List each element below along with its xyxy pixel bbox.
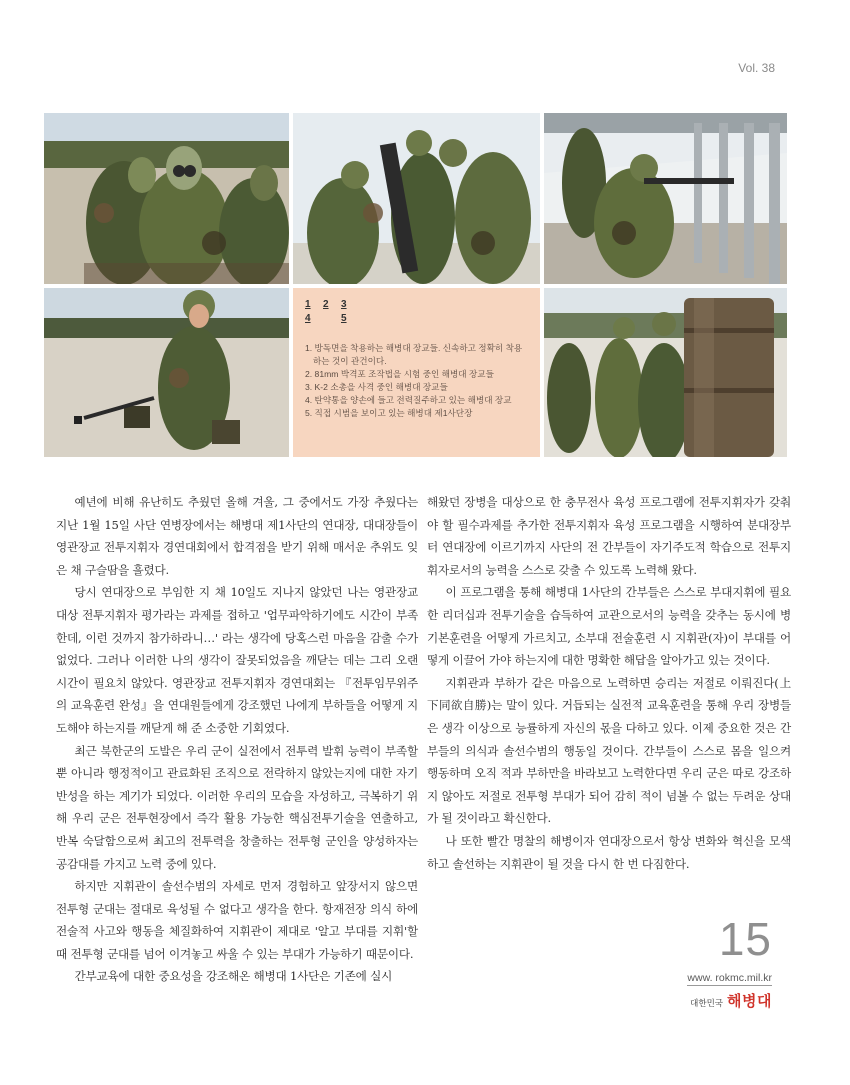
photo-1: [44, 113, 289, 284]
photo-3: [544, 113, 787, 284]
caption-index: [305, 298, 528, 326]
body-paragraph: 최근 북한군의 도발은 우리 군이 실전에서 전투력 발휘 능력이 부족할 뿐 아니라 행정적이고 관료화된 조직으로 전락하지 않았는지에 대한 자기반성을 하는 계기가 되었다. 이러한 우리의 모습을 자성하고, 극복하기 위해 우리 군은 전투현장에서 즉각 활용 가능한 핵심전투기술을 연출하고, 반복 숙달함으로써 최고의 전투력을 창출하는 전투형 군인을 양성하자는 공감대를 가지고 노력 중에 있다.: [56, 743, 418, 871]
caption-item: 3. K-2 소총을 사격 중인 해병대 장교들: [305, 382, 448, 392]
caption-num-3: 3: [341, 299, 347, 310]
volume-label: Vol. 38: [738, 61, 775, 75]
body-paragraph: 하지만 지휘관이 솔선수범의 자세로 먼저 경험하고 앞장서지 않으면 전투형 군대는 절대로 육성될 수 없다고 생각을 한다. 항재전장 의식 하에 전술적 사고와 행동을 체질화하여 지휘관이 제대로 '알고 부대를 지휘'할 때 전투형 군대를 넘어 이겨놓고 싸울 수 있는 부대가 가능하기 때문이다.: [56, 879, 418, 961]
caption-item: 2. 81mm 박격포 조작법을 시험 중인 해병대 장교들: [305, 369, 494, 379]
caption-num-1: 1: [305, 299, 311, 310]
caption-item: 1. 방독면을 착용하는 해병대 장교들. 신속하고 정확히 착용하는 것이 관건이다.: [305, 343, 523, 366]
page-number: 15: [718, 913, 772, 965]
caption-num-2: 2: [323, 299, 329, 310]
body-paragraph: 당시 연대장으로 부임한 지 채 10일도 지나지 않았던 나는 영관장교 대상 전투지휘자 평가라는 과제를 접하고 '업무파악하기에도 시간이 부족한데, 이런 것까지 참가하라니…' 라는 생각에 당혹스런 마음을 감출 수가 없었다. 그러나 이러한 나의 생각이 잘못되었음을 깨닫는 데는 그리 오랜 시간이 필요치 않았다. 영관장교 전투지휘자 경연대회는 『전투임무위주의 교육훈련 완성』을 연대원들에게 강조했던 나에게 부하들을 어떻게 지도해야 하는지를 깨닫게 해 준 소중한 기회였다.: [56, 585, 418, 735]
body-column-right: [427, 491, 791, 875]
body-paragraph: 예년에 비해 유난히도 추웠던 올해 겨울, 그 중에서도 가장 추웠다는 지난 1월 15일 사단 연병장에서는 해병대 제1사단의 연대장, 대대장들이 영관장교 전투지휘자 경연대회에서 합격점을 받기 위해 매서운 추위도 잊은 채 구슬땀을 흘렸다.: [56, 495, 418, 577]
body-paragraph: 지휘관과 부하가 같은 마음으로 노력하면 승리는 저절로 이뤄진다(上下同欲自勝)는 말이 있다. 거듭되는 실전적 교육훈련을 통해 우리 장병들은 생각 이상으로 능률하게 자신의 몫을 다하고 있다. 이제 중요한 것은 간부들의 의식과 솔선수범의 행동일 것이다. 간부들이 스스로 몸을 일으켜 행동하며 오직 적과 부하만을 바라보고 노력한다면 우리 군은 따로 강조하지 않아도 저절로 전투형 부대가 되어 감히 적이 넘볼 수 없는 두려운 상대가 될 것이라고 확신한다.: [427, 675, 791, 826]
caption-box: [293, 288, 540, 457]
brand-sub: 대한민국: [690, 998, 724, 1008]
caption-num-5: 5: [341, 313, 347, 324]
caption-num-4: 4: [305, 313, 311, 324]
caption-list: [305, 342, 528, 420]
photo-2: [293, 113, 540, 284]
brand-main: 해병대: [727, 993, 772, 1010]
website-url[interactable]: www. rokmc.mil.kr: [687, 972, 772, 984]
brand-logo: [690, 990, 772, 1011]
caption-item: 4. 탄약통을 양손에 들고 전력질주하고 있는 해병대 장교: [305, 395, 512, 405]
caption-item: 5. 직접 시범을 보이고 있는 해병대 제1사단장: [305, 408, 473, 418]
photo-5: [544, 288, 787, 457]
photo-4: [44, 288, 289, 457]
body-paragraph: 해왔던 장병을 대상으로 한 충무전사 육성 프로그램에 전투지휘자가 갖춰야 할 필수과제를 추가한 전투지휘자 육성 프로그램을 시행하여 분대장부터 연대장에 이르기까지 사단의 전 간부들이 자기주도적 학습으로 전투지휘자로서의 능력을 스스로 갖출 수 있도록 노력해 왔다.: [427, 495, 791, 577]
body-paragraph: 나 또한 빨간 명찰의 해병이자 연대장으로서 항상 변화와 혁신을 모색하고 솔선하는 지휘관이 될 것을 다시 한 번 다짐한다.: [427, 833, 791, 871]
body-paragraph: 이 프로그램을 통해 해병대 1사단의 간부들은 스스로 부대지휘에 필요한 리더십과 전투기술을 습득하여 교관으로서의 능력을 갖추는 동시에 병 기본훈련을 어떻게 가르치고, 소부대 전술훈련 시 지휘관(자)이 부대를 어떻게 이끌어 가야 하는지에 대한 명확한 해답을 알아가고 있는 것이다.: [427, 585, 791, 668]
body-column-left: [56, 491, 418, 988]
body-paragraph: 간부교육에 대한 중요성을 강조해온 해병대 1사단은 기존에 실시: [74, 969, 393, 984]
